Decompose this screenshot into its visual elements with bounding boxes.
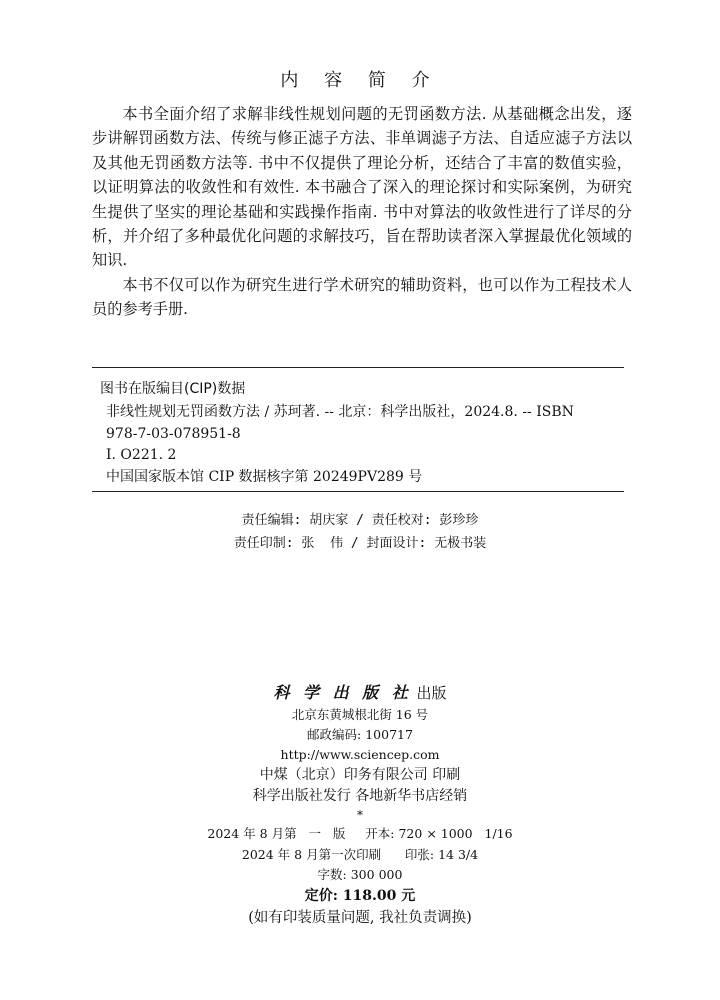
cip-bottom-rule (92, 491, 624, 492)
cip-line-isbn: 978-7-03-078951-8 (106, 425, 241, 442)
price: 定价: 118.00 元 (304, 888, 416, 904)
publisher-name: 科 学 出 版 社 (273, 683, 412, 702)
cip-top-rule (92, 367, 624, 368)
distribution-line: 科学出版社发行 各地新华书店经销 (252, 788, 468, 804)
publisher-url: http://www.sciencep.com (280, 747, 440, 762)
printer-line: 中煤（北京）印务有限公司 印刷 (259, 767, 461, 783)
quality-note: (如有印装质量问题, 我社负责调换) (248, 910, 472, 926)
credits-block (0, 509, 720, 555)
intro-paragraph-2: 本书不仅可以作为研究生进行学术研究的辅助资料，也可以作为工程技术人员的参考手册. (92, 275, 632, 319)
colophon (0, 680, 720, 929)
separator-star: * (357, 808, 363, 822)
cip-title: 图书在版编目(CIP)数据 (100, 381, 246, 397)
publisher-line (0, 680, 720, 703)
credits-editors: 责任编辑: 胡庆家 / 责任校对: 彭珍珍 (241, 513, 479, 528)
publisher-suffix: 出版 (411, 684, 447, 702)
cip-line-classification: Ⅰ. O221. 2 (106, 447, 177, 463)
intro-section (92, 102, 632, 322)
cip-line-record: 中国国家版本馆 CIP 数据核字第 20249PV289 号 (106, 468, 423, 485)
intro-paragraph-1: 本书全面介绍了求解非线性规划问题的无罚函数方法. 从基础概念出发，逐步讲解罚函数方法、传统与修正滤子方法、非单调滤子方法、自适应滤子方法以及其他无罚函数方法等. 书中不仅提供了理论分析，还结合了丰富的数值实验，以证明算法的收敛性和有效性. 本书融合了深入的理论探讨和实际案例，为研究生提供了坚实的理论基础和实践操作指南. 书中对算法的收敛性进行了详尽的分析，并介绍了多种最优化问题的求解技巧，旨在帮助读者深入掌握最优化领域的知识. (92, 105, 632, 270)
word-count: 字数: 300 000 (317, 867, 403, 882)
printing-line: 2024 年 8 月第一次印刷 印张: 14 3/4 (241, 847, 479, 862)
cip-block (92, 402, 632, 488)
edition-line: 2024 年 8 月第 一 版 开本: 720 × 1000 1/16 (207, 826, 513, 841)
publisher-address: 北京东黄城根北街 16 号 (291, 707, 429, 722)
publisher-postcode: 邮政编码: 100717 (307, 727, 413, 742)
credits-production: 责任印制: 张 伟 / 封面设计: 无极书装 (233, 536, 487, 551)
cip-line-title: 非线性规划无罚函数方法 / 苏珂著. -- 北京：科学出版社，2024.8. -- ISBN (106, 404, 574, 420)
page-title: 内 容 简 介 (280, 70, 440, 91)
